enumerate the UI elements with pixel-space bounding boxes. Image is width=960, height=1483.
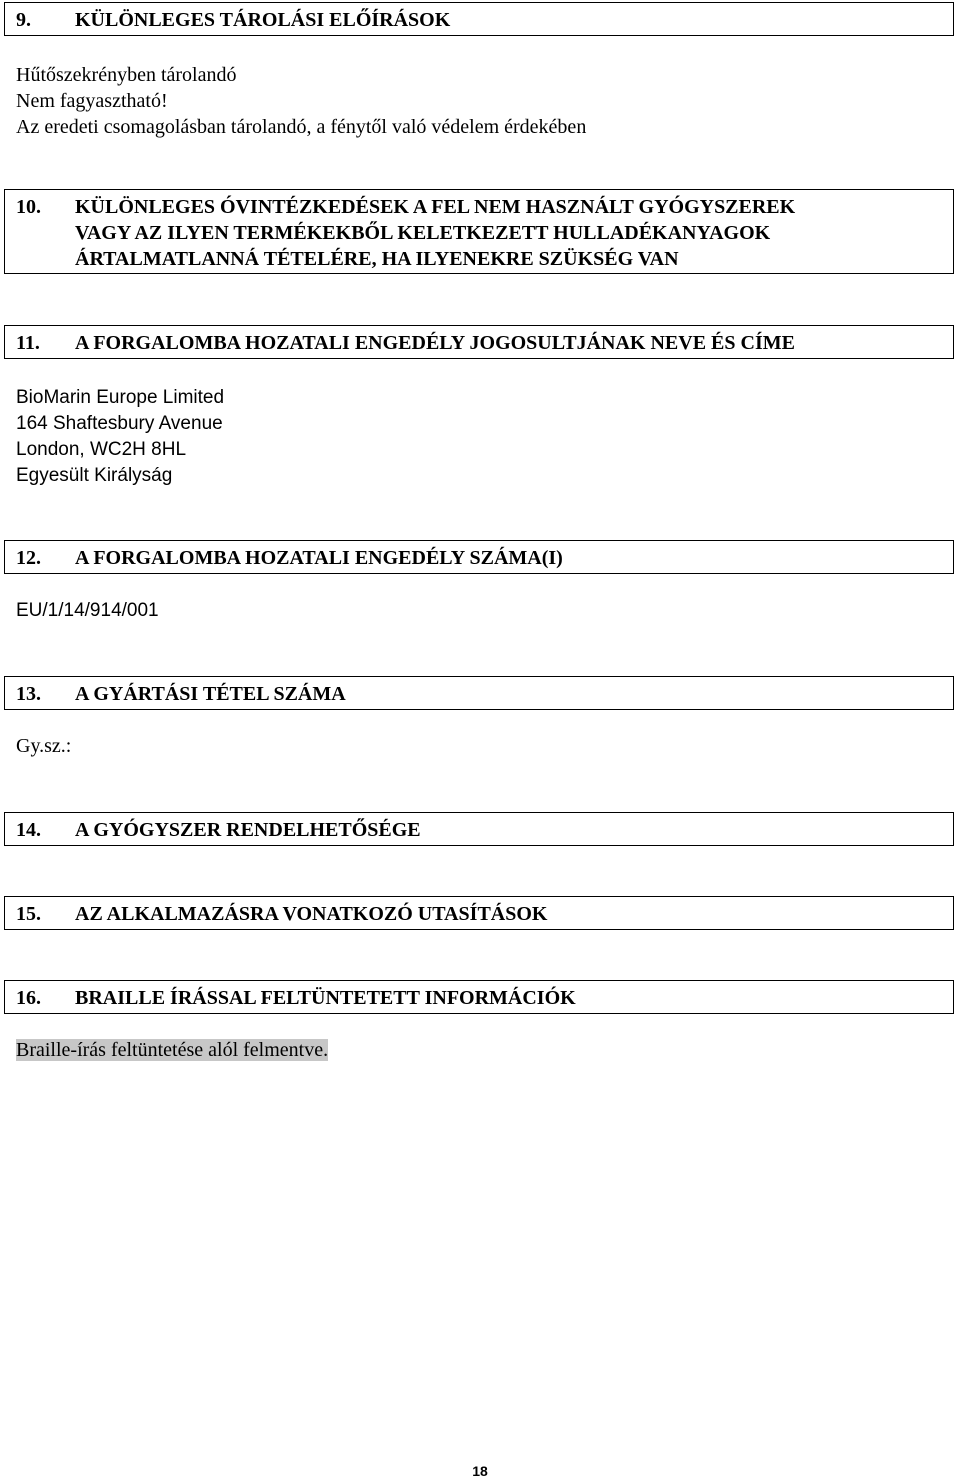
section-9-body [16,62,586,140]
section-16-title: BRAILLE ÍRÁSSAL FELTÜNTETETT INFORMÁCIÓK [75,987,576,1009]
mah-company-name: BioMarin Europe Limited [16,387,225,408]
braille-note-line [16,1037,328,1063]
section-10-heading-line-1 [5,194,953,220]
section-9-number: 9. [16,9,31,31]
section-9-title: KÜLÖNLEGES TÁROLÁSI ELŐÍRÁSOK [75,9,451,31]
section-12-heading [4,540,954,574]
section-12-heading-line [5,545,953,571]
section-11-heading-line [5,330,953,356]
section-12-body [16,598,159,624]
section-15-heading-line [5,901,953,927]
page-number: 18 [472,1463,488,1479]
section-13-body [16,733,71,759]
section-10-number: 10. [16,196,41,218]
section-13-heading-line [5,681,953,707]
storage-line-2: Nem fagyasztható! [16,90,168,112]
section-16-number: 16. [16,987,41,1009]
section-14-title: A GYÓGYSZER RENDELHETŐSÉGE [75,819,421,841]
section-11-body [16,385,224,489]
section-11-number: 11. [16,332,40,354]
section-15-heading [4,896,954,930]
section-10-heading [4,189,954,274]
storage-line-3: Az eredeti csomagolásban tárolandó, a fénytől való védelem érdekében [16,116,587,138]
section-9-heading [4,2,954,36]
authorisation-number: EU/1/14/914/001 [16,600,159,621]
section-14-number: 14. [16,819,41,841]
section-13-title: A GYÁRTÁSI TÉTEL SZÁMA [75,683,346,705]
section-10-heading-line-3 [5,246,953,272]
section-16-heading [4,980,954,1014]
section-11-heading [4,325,954,359]
section-10-title-line-1: KÜLÖNLEGES ÓVINTÉZKEDÉSEK A FEL NEM HASZNÁLT GYÓGYSZEREK [75,196,796,218]
mah-country: Egyesült Királyság [16,465,173,486]
storage-line-1: Hűtőszekrényben tárolandó [16,64,237,86]
mah-city-postcode: London, WC2H 8HL [16,439,187,460]
section-9-heading-line [5,7,953,33]
section-16-heading-line [5,985,953,1011]
section-12-number: 12. [16,547,41,569]
section-15-number: 15. [16,903,41,925]
section-13-heading [4,676,954,710]
section-10-title-line-3: ÁRTALMATLANNÁ TÉTELÉRE, HA ILYENEKRE SZÜKSÉG VAN [75,248,679,270]
section-14-heading-line [5,817,953,843]
braille-exemption-text: Braille-írás feltüntetése alól felmentve. [16,1039,329,1061]
section-12-title: A FORGALOMBA HOZATALI ENGEDÉLY SZÁMA(I) [75,547,563,569]
section-15-title: AZ ALKALMAZÁSRA VONATKOZÓ UTASÍTÁSOK [75,903,548,925]
batch-number-label: Gy.sz.: [16,735,72,757]
section-10-title-line-2: VAGY AZ ILYEN TERMÉKEKBŐL KELETKEZETT HULLADÉKANYAGOK [75,222,771,244]
mah-street: 164 Shaftesbury Avenue [16,413,223,434]
section-10-heading-line-2 [5,220,953,246]
section-13-number: 13. [16,683,41,705]
section-14-heading [4,812,954,846]
section-16-body [16,1037,328,1063]
section-11-title: A FORGALOMBA HOZATALI ENGEDÉLY JOGOSULTJÁNAK NEVE ÉS CÍME [75,332,795,354]
